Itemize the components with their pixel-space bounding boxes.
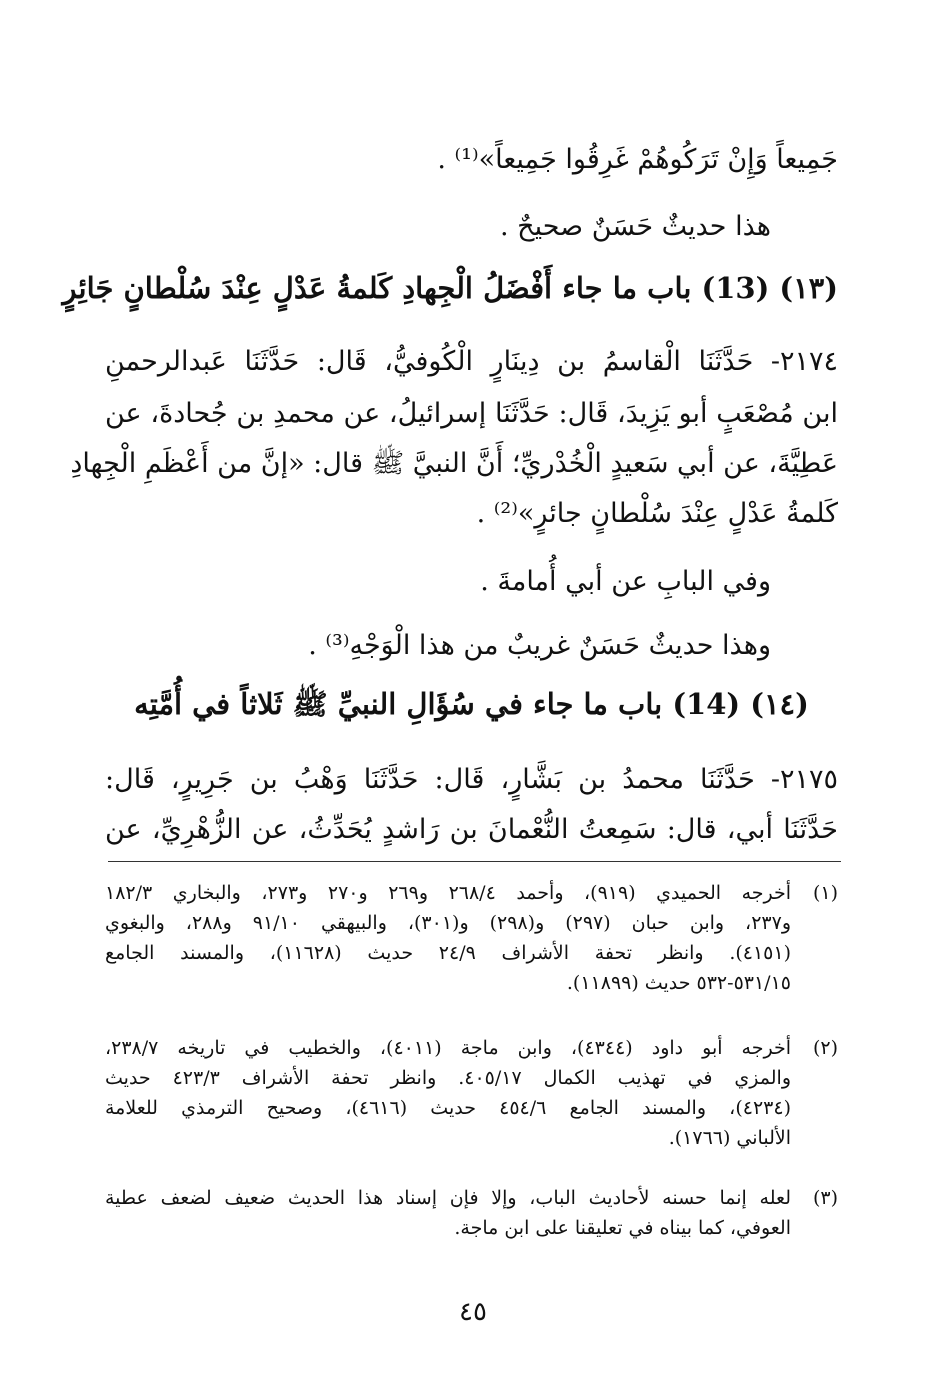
chapter-heading-13: (١٣) (13) باب ما جاء أَفْضَلُ الْجِهادِ كَلمةُ عَدْلٍ عِنْدَ سُلْطانٍ جَائِرٍ [62,271,838,305]
footnote-2-line: والمزي في تهذيب الكمال ٤٠٥/١٧. وانظر تحفة الأشراف ٤٢٣/٣ حديث [105,1067,792,1089]
hadith-2175-line-1: ٢١٧٥- حَدَّثَنَا محمدُ بن بَشَّارٍ، قَال: حَدَّثَنَا وَهْبُ بن جَرِيرٍ، قَال: [105,764,838,795]
hadith-grade: هذا حديثٌ حَسَنٌ صحيحٌ . [500,211,771,242]
footnote-1-line: (٤١٥١). وانظر تحفة الأشراف ٢٤/٩ حديث (١١٦٢٨)، والمسند الجامع [105,942,792,964]
chapter-heading-14: (١٤) (14) باب ما جاء في سُؤَالِ النبيِّ ﷺ ثَلاثاً في أُمَّتِه [134,687,809,721]
page-number: ٤٥ [459,1297,487,1327]
footnote-1-line: ٥٣١/١٥-٥٣٢ حديث (١١٨٩٩). [566,972,791,994]
hadith-2174-line-4: كَلمةُ عَدْلٍ عِنْدَ سُلْطانٍ جائرٍ»⁽²⁾ . [476,498,838,529]
hadith-2175-line-2: حَدَّثَنَا أبي، قال: سَمِعتُ النُّعْمانَ بن رَاشدٍ يُحَدِّثُ، عن الزُّهْرِيِّ، عن [105,814,838,845]
chapter-note: وفي البابِ عن أبي أُمامةَ . [480,566,771,597]
footnote-2-line: (٤٢٣٤)، والمسند الجامع ٤٥٤/٦ حديث (٤٦١٦)، وصحيح الترمذي للعلامة [105,1097,791,1119]
footnote-2-line: أخرجه أبو داود (٤٣٤٤)، وابن ماجة (٤٠١١)، والخطيب في تاريخه ٢٣٨/٧، [105,1037,791,1059]
footnote-1-line: و٢٣٧، وابن حبان (٢٩٧) و(٢٩٨) و(٣٠١)، والبيهقي ٩١/١٠ و٢٨٨، والبغوي [105,912,791,934]
hadith-2174-line-2: ابن مُصْعَبٍ أبو يَزِيدَ، قَال: حَدَّثَنَا إسرائيلُ، عن محمدِ بن جُحادةَ، عن [105,398,838,429]
hadith-continuation: جَمِيعاً وَإِنْ تَرَكُوهُمْ غَرِقُوا جَمِيعاً»⁽¹⁾ . [437,144,838,175]
footnote-3-number: (٣) [812,1187,838,1209]
footnote-3-line: العوفي، كما بيناه في تعليقنا على ابن ماجة. [454,1217,791,1239]
hadith-2174-line-1: ٢١٧٤- حَدَّثَنَا الْقاسمُ بن دِينَارٍ الْكُوفيُّ، قَال: حَدَّثَنَا عَبدالرحمنِ [105,346,838,377]
footnote-2-number: (٢) [812,1037,838,1059]
footnote-2-line: الألباني (١٧٦٦). [668,1127,791,1149]
footnote-3-line: لعله إنما حسنه لأحاديث الباب، وإلا فإن إسناد هذا الحديث ضعيف لضعف عطية [105,1187,791,1209]
hadith-grade: وهذا حديثٌ حَسَنٌ غريبٌ من هذا الْوَجْهِ⁽³⁾ . [308,630,771,661]
footnote-separator [108,861,841,862]
footnote-1-number: (١) [812,882,838,904]
footnote-1-line: أخرجه الحميدي (٩١٩)، وأحمد ٢٦٨/٤ و٢٦٩ و٢٧٠ و٢٧٣، والبخاري ١٨٢/٣ [105,882,792,904]
hadith-2174-line-3: عَطِيَّةَ، عن أبي سَعيدٍ الْخُدْريِّ؛ أَنَّ النبيَّ ﷺ قال: «إنَّ من أَعْظَمِ الْجِهادِ [70,448,838,479]
